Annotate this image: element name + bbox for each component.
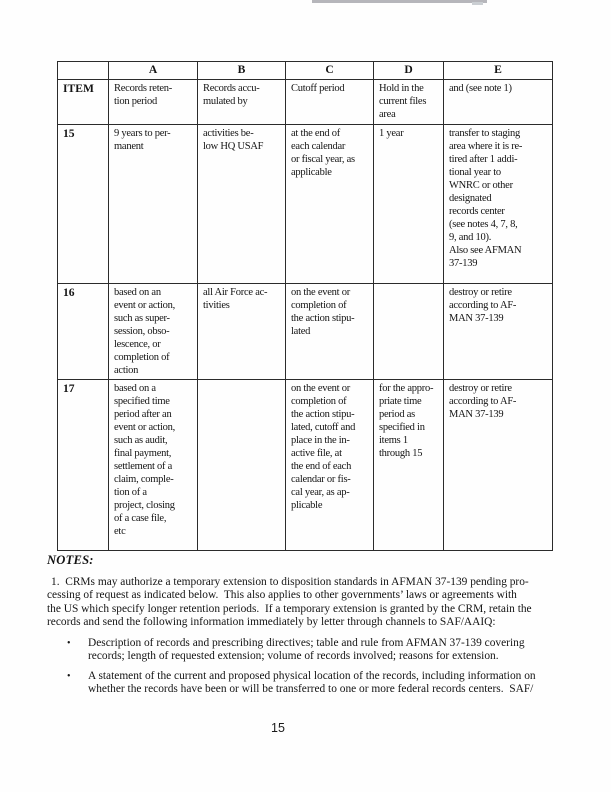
col-letter-c: C	[286, 62, 374, 80]
corner-cell	[58, 62, 109, 80]
list-item	[47, 637, 575, 664]
cell-17-a: based on a specified time period after an event or action, such as audit, final payment, settlement of a claim, comple- tion of a project, closing of a case file, etc	[109, 380, 198, 551]
table-row-16	[58, 284, 553, 380]
cell-16-d	[374, 284, 444, 380]
header-col-d: Hold in the current files area	[374, 80, 444, 125]
scan-artifact-line	[312, 0, 487, 3]
header-col-c: Cutoff period	[286, 80, 374, 125]
cell-17-e: destroy or retire according to AF- MAN 37-139	[444, 380, 553, 551]
col-letter-d: D	[374, 62, 444, 80]
cell-17-c: on the event or completion of the action stipu- lated, cutoff and place in the in- active file, at the end of each calendar or fis- cal year, as ap- plicable	[286, 380, 374, 551]
item-15: 15	[58, 125, 109, 284]
cell-15-d: 1 year	[374, 125, 444, 284]
header-col-e: and (see note 1)	[444, 80, 553, 125]
header-item: ITEM	[58, 80, 109, 125]
notes-section	[47, 553, 575, 697]
column-letters-row	[58, 62, 553, 80]
bullet-2-text: A statement of the current and proposed physical location of the records, including information on whether the records have been or will be transferred to one or more federal records centers. SAF/	[88, 669, 536, 696]
bullet-1-text: Description of records and prescribing directives; table and rule from AFMAN 37-139 covering records; length of requested extension; volume of records involved; reasons for extension.	[88, 636, 525, 663]
cell-15-b: activities be- low HQ USAF	[198, 125, 286, 284]
bullet-icon: •	[67, 637, 71, 649]
cell-16-b: all Air Force ac- tivities	[198, 284, 286, 380]
item-17: 17	[58, 380, 109, 551]
col-letter-a: A	[109, 62, 198, 80]
cell-15-a: 9 years to per- manent	[109, 125, 198, 284]
header-row	[58, 80, 553, 125]
cell-17-b	[198, 380, 286, 551]
cell-16-e: destroy or retire according to AF- MAN 37-139	[444, 284, 553, 380]
bullet-icon: •	[67, 670, 71, 682]
header-col-a: Records reten- tion period	[109, 80, 198, 125]
table-row-17	[58, 380, 553, 551]
list-item	[47, 670, 575, 697]
notes-bullet-list	[47, 637, 575, 697]
notes-heading: NOTES:	[47, 553, 94, 567]
header-col-b: Records accu- mulated by	[198, 80, 286, 125]
col-letter-e: E	[444, 62, 553, 80]
table-row-15	[58, 125, 553, 284]
item-16: 16	[58, 284, 109, 380]
cell-17-d: for the appro- priate time period as specified in items 1 through 15	[374, 380, 444, 551]
cell-16-a: based on an event or action, such as super- session, obso- lescence, or completion of action	[109, 284, 198, 380]
col-letter-b: B	[198, 62, 286, 80]
note-1-paragraph: 1. CRMs may authorize a temporary extension to disposition standards in AFMAN 37-139 pending pro- cessing of request as indicated below. This also applies to other governments’ laws or agreements with the US which specify longer retention periods. If a temporary extension is granted by the CRM, retain the records and send the following information immediately by letter through channels to SAF/AAIQ:	[47, 576, 532, 629]
page-number: 15	[271, 721, 285, 735]
cell-15-c: at the end of each calendar or fiscal year, as applicable	[286, 125, 374, 284]
cell-15-e: transfer to staging area where it is re- tired after 1 addi- tional year to WNRC or other designated records center (see notes 4, 7, 8, 9, and 10). Also see AFMAN 37-139	[444, 125, 553, 284]
cell-16-c: on the event or completion of the action stipu- lated	[286, 284, 374, 380]
scan-artifact-dash	[472, 2, 483, 5]
records-disposition-table	[57, 61, 553, 551]
